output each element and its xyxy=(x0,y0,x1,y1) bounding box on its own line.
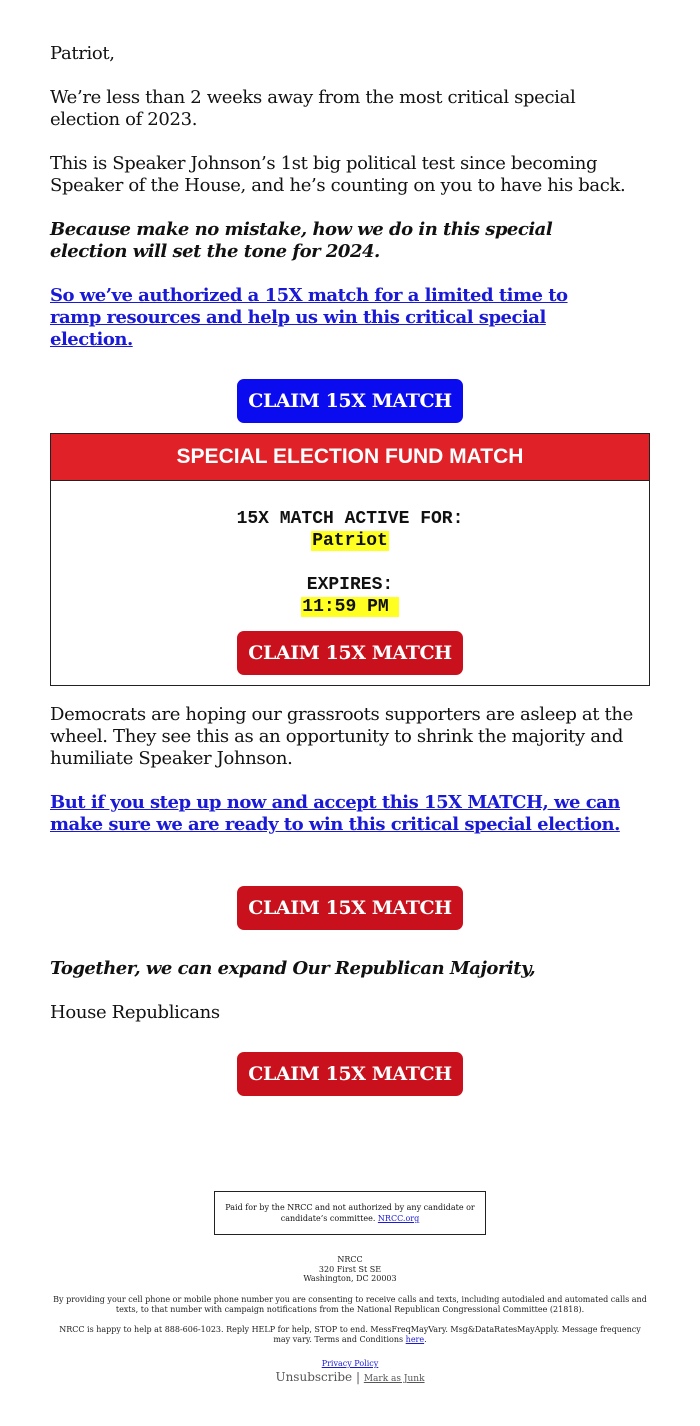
claim-match-button[interactable]: CLAIM 15X MATCH xyxy=(237,886,463,930)
claim-match-button[interactable]: CLAIM 15X MATCH xyxy=(237,1052,463,1096)
match-link-2[interactable]: But if you step up now and accept this 15X MATCH, we can make sure we are ready to win this critical special election. xyxy=(50,792,620,835)
match-box xyxy=(50,433,650,686)
nrcc-link[interactable]: NRCC.org xyxy=(377,1214,420,1223)
claim-match-button[interactable]: CLAIM 15X MATCH xyxy=(237,379,463,423)
footer-help-text: NRCC is happy to help at 888-606-1023. Reply HELP for help, STOP to end. MessFreqMayVary. Msg&DataRatesMayApply. Message frequency may vary. Terms and Conditions xyxy=(59,1325,641,1344)
paragraph-tone: Because make no mistake, how we do in this special election will set the tone for 2024. xyxy=(50,219,553,262)
paragraph-speaker: This is Speaker Johnson’s 1st big political test since becoming Speaker of the House, and he’s counting on you to have his back. xyxy=(50,153,626,196)
paid-for-disclaimer xyxy=(214,1191,486,1235)
match-active-label: 15X MATCH ACTIVE FOR: xyxy=(236,509,464,529)
link-paragraph-2 xyxy=(50,792,650,836)
footer-help: NRCC is happy to help at 888-606-1023. Reply HELP for help, STOP to end. MessFreqMayVary. Msg&DataRatesMayApply. Message frequency may vary. Terms and Conditions here. xyxy=(59,1325,641,1344)
claim-button-row-1 xyxy=(50,379,650,423)
footer-unsubscribe-row xyxy=(50,1370,650,1386)
claim-button-row-2 xyxy=(51,631,649,675)
match-active-value-wrap xyxy=(51,530,649,552)
signature: House Republicans xyxy=(50,1002,220,1023)
mark-as-junk-link[interactable]: Mark as Junk xyxy=(363,1374,425,1384)
greeting: Patriot, xyxy=(50,43,115,64)
expires-value: 11:59 PM xyxy=(301,597,398,617)
paragraph-democrats: Democrats are hoping our grassroots supporters are asleep at the wheel. They see this as an opportunity to shrink the majority and humiliate Speaker Johnson. xyxy=(50,704,633,769)
footer-consent: By providing your cell phone or mobile phone number you are consenting to receive calls and texts, including autodialed and automated calls and texts, to that number with campaign notifications from the National Republican Congressional Committee (21818). xyxy=(53,1295,647,1314)
link-paragraph-1 xyxy=(50,285,610,351)
footer-address xyxy=(50,1255,650,1284)
expires-label: EXPIRES: xyxy=(306,575,394,595)
closing-line: Together, we can expand Our Republican Majority, xyxy=(50,958,536,979)
expires-value-wrap xyxy=(51,596,649,618)
footer-address-line-2: Washington, DC 20003 xyxy=(303,1274,397,1283)
claim-button-row-4 xyxy=(50,1052,650,1096)
match-box-header: SPECIAL ELECTION FUND MATCH xyxy=(51,434,649,481)
disclaimer-text: Paid for by the NRCC and not authorized by any candidate or candidate’s committee. xyxy=(225,1203,475,1223)
footer-privacy xyxy=(50,1359,650,1369)
footer-org: NRCC xyxy=(337,1255,363,1264)
claim-match-button[interactable]: CLAIM 15X MATCH xyxy=(237,631,463,675)
match-active-value: Patriot xyxy=(312,531,388,551)
terms-here-link[interactable]: here xyxy=(405,1334,425,1344)
footer-separator: | xyxy=(355,1370,360,1384)
paragraph-intro: We’re less than 2 weeks away from the most critical special election of 2023. xyxy=(50,87,576,130)
claim-button-row-3 xyxy=(50,886,650,930)
unsubscribe-link[interactable]: Unsubscribe xyxy=(275,1370,353,1384)
privacy-policy-link[interactable]: Privacy Policy xyxy=(321,1359,379,1368)
match-link-1[interactable]: So we’ve authorized a 15X match for a limited time to ramp resources and help us win this critical special election. xyxy=(50,285,568,350)
footer-address-line-1: 320 First St SE xyxy=(318,1264,382,1274)
